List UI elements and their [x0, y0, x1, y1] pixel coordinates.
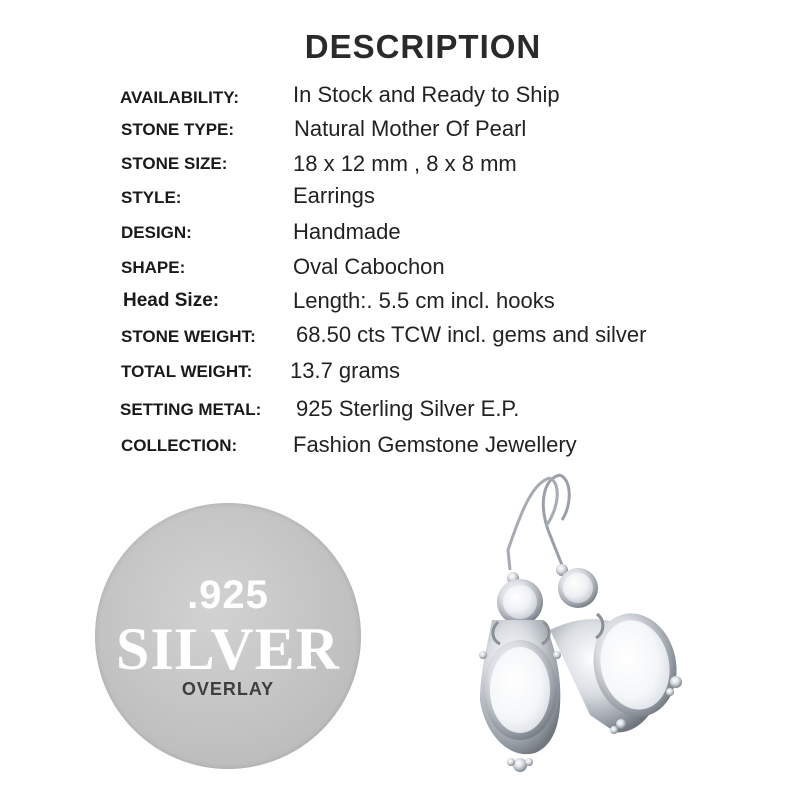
spec-value: Fashion Gemstone Jewellery — [293, 432, 577, 457]
spec-row-style — [0, 183, 800, 217]
left-earring — [479, 478, 561, 772]
badge-type: OVERLAY — [181, 679, 275, 699]
spec-value: Earrings — [293, 183, 375, 208]
spec-row-stone-type — [0, 114, 800, 148]
spec-row-total-weight — [0, 356, 800, 390]
spec-label: STONE SIZE: — [121, 154, 228, 173]
spec-value: Length:. 5.5 cm incl. hooks — [293, 288, 555, 313]
spec-row-availability — [0, 80, 800, 114]
spec-row-collection — [0, 431, 800, 465]
spec-value: Oval Cabochon — [293, 254, 445, 279]
spec-value: 925 Sterling Silver E.P. — [296, 396, 520, 421]
spec-label: STONE WEIGHT: — [121, 327, 256, 346]
spec-label: SETTING METAL: — [120, 400, 262, 419]
spec-value: 13.7 grams — [290, 358, 401, 383]
spec-row-stone-weight — [0, 321, 800, 355]
badge-purity: .925 — [187, 573, 269, 617]
spec-value: Natural Mother Of Pearl — [294, 116, 527, 141]
spec-label: TOTAL WEIGHT: — [121, 362, 253, 381]
spec-label: COLLECTION: — [121, 436, 238, 455]
page-title: DESCRIPTION — [304, 28, 542, 65]
spec-label: DESIGN: — [121, 223, 192, 242]
spec-label: STONE TYPE: — [121, 120, 235, 139]
spec-row-head-size — [0, 288, 800, 322]
spec-row-setting-metal — [0, 396, 800, 430]
spec-value: 18 x 12 mm , 8 x 8 mm — [293, 151, 517, 176]
spec-row-design — [0, 218, 800, 252]
spec-row-shape — [0, 253, 800, 287]
right-earring — [543, 475, 686, 734]
product-image — [450, 470, 750, 800]
badge-metal: SILVER — [116, 616, 340, 682]
spec-label: AVAILABILITY: — [120, 88, 239, 107]
spec-value: In Stock and Ready to Ship — [293, 82, 560, 107]
silver-overlay-badge — [95, 503, 361, 769]
spec-label: Head Size: — [123, 290, 220, 311]
spec-value: Handmade — [293, 219, 401, 244]
spec-row-stone-size — [0, 148, 800, 182]
spec-value: 68.50 cts TCW incl. gems and silver — [296, 322, 647, 347]
spec-label: STYLE: — [121, 188, 182, 207]
earrings-illustration — [450, 470, 750, 795]
spec-label: SHAPE: — [121, 258, 186, 277]
